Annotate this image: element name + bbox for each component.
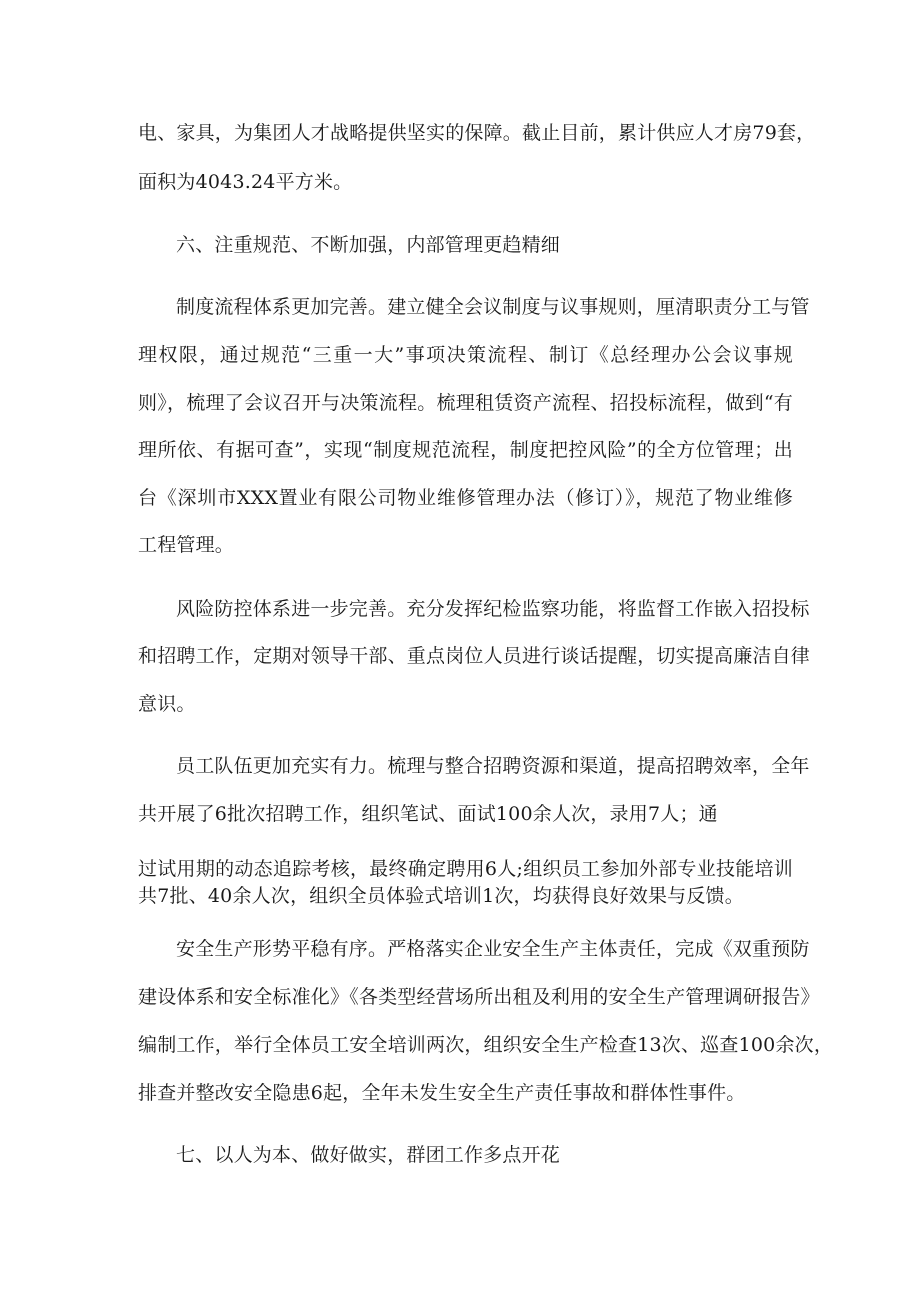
paragraph-line: 和招聘工作，定期对领导干部、重点岗位人员进行谈话提醒，切实提高廉洁自律 (138, 645, 811, 667)
paragraph-line: 则》，梳理了会议召开与决策流程。梳理租赁资产流程、招投标流程，做到“有 (138, 392, 793, 414)
paragraph-line: 理所依、有据可查”，实现“制度规范流程，制度把控风险”的全方位管理；出 (138, 439, 793, 461)
paragraph-line: 建设体系和安全标准化》《各类型经营场所出租及利用的安全生产管理调研报告》 (138, 986, 820, 1008)
paragraph-line: 过试用期的动态追踪考核，最终确定聘用6人;组织员工参加外部专业技能培训 (138, 858, 793, 880)
paragraph-line: 安全生产形势平稳有序。严格落实企业安全生产主体责任，完成《双重预防 (176, 938, 810, 960)
paragraph-line: 制度流程体系更加完善。建立健全会议制度与议事规则，厘清职责分工与管 (176, 296, 810, 318)
paragraph-line: 意识。 (138, 693, 196, 715)
paragraph-line: 面积为4043.24平方米。 (138, 171, 353, 193)
paragraph-line: 员工队伍更加充实有力。梳理与整合招聘资源和渠道，提高招聘效率，全年 (176, 755, 810, 777)
paragraph-line: 编制工作，举行全体员工安全培训两次，组织安全生产检查13次、巡查100余次， (138, 1034, 834, 1056)
paragraph-line: 工程管理。 (138, 534, 235, 556)
paragraph-line: 电、家具，为集团人才战略提供坚实的保障。截止目前，累计供应人才房79套， (138, 122, 816, 144)
section-heading: 六、注重规范、不断加强，内部管理更趋精细 (176, 234, 561, 256)
paragraph-line: 理权限，通过规范“三重一大”事项决策流程、制订《总经理办公会议事规 (138, 344, 793, 366)
paragraph-line: 台《深圳市XXX置业有限公司物业维修管理办法（修订）》，规范了物业维修 (138, 487, 793, 509)
section-heading: 七、以人为本、做好做实，群团工作多点开花 (176, 1144, 561, 1166)
paragraph-line: 共7批、40余人次，组织全员体验式培训1次，均获得良好效果与反馈。 (138, 885, 744, 907)
paragraph-line: 排查并整改安全隐患6起，全年未发生安全生产责任事故和群体性事件。 (138, 1082, 746, 1104)
paragraph-line: 共开展了6批次招聘工作，组织笔试、面试100余人次，录用7人；通 (138, 803, 718, 825)
paragraph-line: 风险防控体系进一步完善。充分发挥纪检监察功能，将监督工作嵌入招投标 (176, 598, 810, 620)
